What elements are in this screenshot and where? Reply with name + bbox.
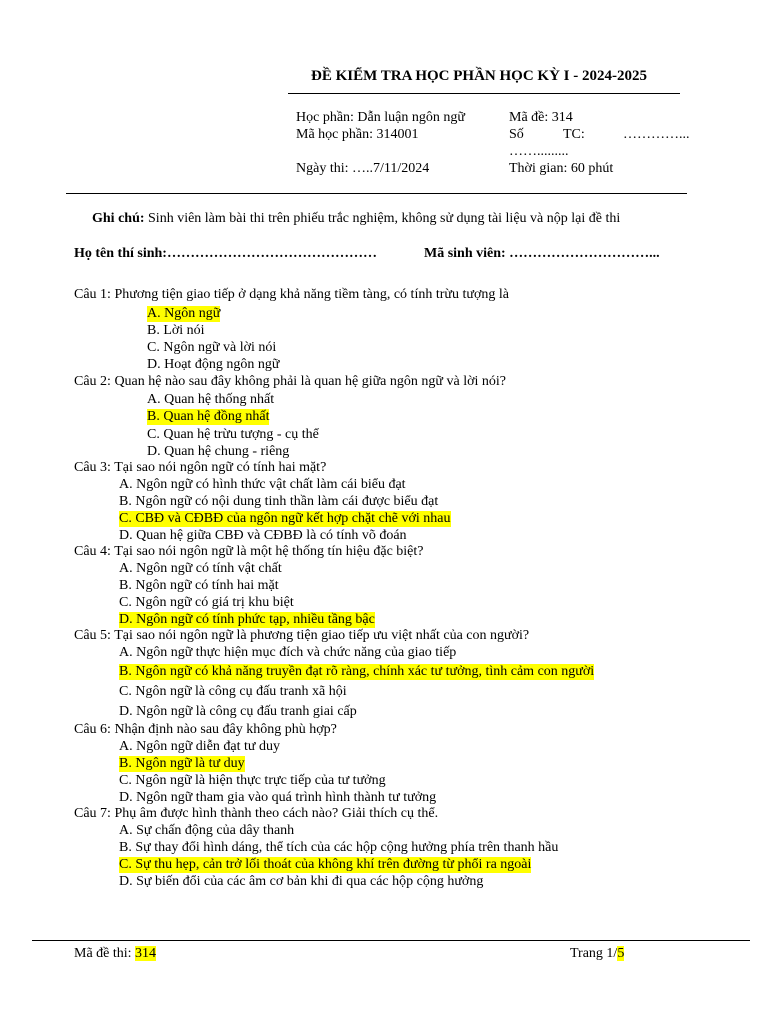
question-6-option-b: B. Ngôn ngữ là tư duy (119, 756, 245, 771)
question-7-option-b: B. Sự thay đổi hình dáng, thể tích của các hộp cộng hưởng phía trên thanh hầu (119, 840, 559, 855)
question-1-option-b: B. Lời nói (147, 323, 205, 338)
credits-label: Số (509, 127, 524, 142)
credits-tc: TC: (563, 127, 585, 142)
question-2-option-d: D. Quan hệ chung - riêng (147, 444, 290, 459)
question-7-option-d: D. Sự biến đổi của các âm cơ bản khi đi qua các hộp cộng hưởng (119, 874, 484, 889)
footer-exam-code (74, 946, 156, 962)
question-5-option-c: C. Ngôn ngữ là công cụ đấu tranh xã hội (119, 684, 347, 699)
question-1-option-d: D. Hoạt động ngôn ngữ (147, 357, 280, 372)
page-total: 5 (617, 946, 625, 961)
page-label: Trang 1/ (570, 946, 618, 961)
question-6-option-a: A. Ngôn ngữ diễn đạt tư duy (119, 739, 280, 754)
question-7-option-a: A. Sự chấn động của dây thanh (119, 823, 295, 838)
course-name: Học phần: Dẫn luận ngôn ngữ (296, 110, 465, 125)
question-1-text: Câu 1: Phương tiện giao tiếp ở dạng khả năng tiềm tàng, có tính trừu tượng là (74, 287, 509, 302)
footer-exam-code-label: Mã đề thi: (74, 946, 132, 961)
question-3-text: Câu 3: Tại sao nói ngôn ngữ có tính hai mặt? (74, 460, 327, 475)
credits-dots: …………... (623, 127, 690, 142)
question-4-text: Câu 4: Tại sao nói ngôn ngữ là một hệ thống tín hiệu đặc biệt? (74, 544, 424, 559)
title-rule (288, 93, 680, 94)
footer-rule (32, 940, 750, 941)
question-2-option-c: C. Quan hệ trừu tượng - cụ thể (147, 427, 319, 442)
student-name-field: Họ tên thí sinh:……………………………………… (74, 246, 377, 261)
header-rule (66, 193, 687, 194)
exam-duration: Thời gian: 60 phút (509, 161, 614, 176)
question-4-option-c: C. Ngôn ngữ có giá trị khu biệt (119, 595, 294, 610)
question-5-option-d: D. Ngôn ngữ là công cụ đấu tranh giai cấp (119, 704, 357, 719)
question-7-option-c: C. Sự thu hẹp, cản trở lối thoát của không khí trên đường từ phổi ra ngoài (119, 857, 532, 872)
question-4-option-a: A. Ngôn ngữ có tính vật chất (119, 561, 282, 576)
question-1-option-c: C. Ngôn ngữ và lời nói (147, 340, 277, 355)
course-code: Mã học phần: 314001 (296, 127, 419, 142)
note (92, 211, 620, 227)
question-6-option-c: C. Ngôn ngữ là hiện thực trực tiếp của tư tưởng (119, 773, 386, 788)
question-3-option-b: B. Ngôn ngữ có nội dung tinh thần làm cái được biểu đạt (119, 494, 439, 509)
credits-dots-continued: ……......... (509, 144, 569, 159)
question-2-option-b: B. Quan hệ đồng nhất (147, 409, 270, 424)
question-3-option-c: C. CBĐ và CĐBĐ của ngôn ngữ kết hợp chặt chẽ với nhau (119, 511, 451, 526)
question-3-option-d: D. Quan hệ giữa CBĐ và CĐBĐ là có tính võ đoán (119, 528, 407, 543)
question-4-option-d: D. Ngôn ngữ có tính phức tạp, nhiều tầng bậc (119, 612, 375, 627)
question-1-option-a: A. Ngôn ngữ (147, 306, 221, 321)
question-5-option-a: A. Ngôn ngữ thực hiện mục đích và chức năng của giao tiếp (119, 645, 457, 660)
question-6-text: Câu 6: Nhận định nào sau đây không phù hợp? (74, 722, 337, 737)
note-label: Ghi chú: (92, 211, 145, 226)
footer-exam-code-value: 314 (135, 946, 157, 961)
question-5-text: Câu 5: Tại sao nói ngôn ngữ là phương tiện giao tiếp ưu việt nhất của con người? (74, 628, 530, 643)
question-3-option-a: A. Ngôn ngữ có hình thức vật chất làm cái biểu đạt (119, 477, 406, 492)
exam-date: Ngày thi: …..7/11/2024 (296, 161, 430, 176)
question-6-option-d: D. Ngôn ngữ tham gia vào quá trình hình thành tư tưởng (119, 790, 437, 805)
question-7-text: Câu 7: Phụ âm được hình thành theo cách nào? Giải thích cụ thể. (74, 806, 439, 821)
page-number (570, 946, 624, 962)
question-5-option-b: B. Ngôn ngữ có khả năng truyền đạt rõ ràng, chính xác tư tưởng, tình cảm con người (119, 664, 595, 679)
exam-code: Mã đề: 314 (509, 110, 573, 125)
question-4-option-b: B. Ngôn ngữ có tính hai mặt (119, 578, 279, 593)
student-id-field: Mã sinh viên: …………………………... (424, 246, 660, 261)
page-title: ĐỀ KIỂM TRA HỌC PHẦN HỌC KỲ I - 2024-2025 (311, 68, 647, 84)
question-2-text: Câu 2: Quan hệ nào sau đây không phải là quan hệ giữa ngôn ngữ và lời nói? (74, 374, 506, 389)
note-text: Sinh viên làm bài thi trên phiếu trắc nghiệm, không sử dụng tài liệu và nộp lại đề thi (148, 211, 621, 226)
question-2-option-a: A. Quan hệ thống nhất (147, 392, 275, 407)
